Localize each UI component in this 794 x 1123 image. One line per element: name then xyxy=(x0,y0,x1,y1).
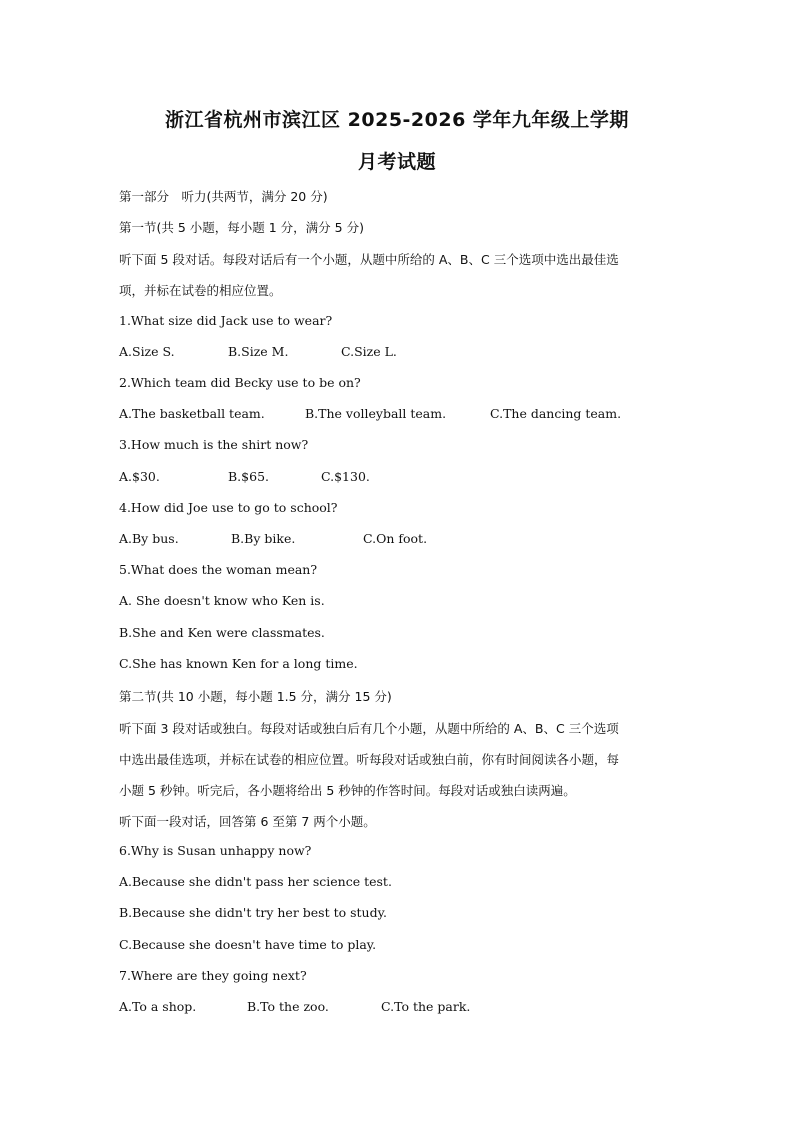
section2-heading: 第二节(共 10 小题，每小题 1.5 分，满分 15 分) xyxy=(119,689,392,704)
section1-heading: 第一节(共 5 小题，每小题 1 分，满分 5 分) xyxy=(119,220,364,235)
question-7-option-c: C.To the park. xyxy=(381,999,471,1014)
question-1-stem: 1.What size did Jack use to wear? xyxy=(119,313,333,328)
question-6-stem: 6.Why is Susan unhappy now? xyxy=(119,843,312,858)
section2-instructions-2: 中选出最佳选项，并标在试卷的相应位置。听每段对话或独白前，你有时间阅读各小题，每 xyxy=(119,752,620,767)
section2-instructions-3: 小题 5 秒钟。听完后，各小题将给出 5 秒钟的作答时间。每段对话或独白读两遍。 xyxy=(119,783,576,798)
question-6-option-c: C.Because she doesn't have time to play. xyxy=(119,937,377,952)
section2-instructions-1: 听下面 3 段对话或独白。每段对话或独白后有几个小题，从题中所给的 A、B、C 三个选项 xyxy=(119,721,619,736)
question-3-option-c: C.$130. xyxy=(321,469,370,484)
question-6-option-b: B.Because she didn't try her best to study. xyxy=(119,905,387,920)
question-5-option-a: A. She doesn't know who Ken is. xyxy=(119,593,325,608)
exam-title-line1: 浙江省杭州市滨江区 2025-2026 学年九年级上学期 xyxy=(165,109,629,131)
question-7-stem: 7.Where are they going next? xyxy=(119,968,307,983)
question-5-stem: 5.What does the woman mean? xyxy=(119,562,318,577)
question-2-option-a: A.The basketball team. xyxy=(119,406,265,421)
question-6-option-a: A.Because she didn't pass her science test. xyxy=(119,874,392,889)
question-7-option-a: A.To a shop. xyxy=(119,999,197,1014)
question-7-option-b: B.To the zoo. xyxy=(247,999,329,1014)
section2-subinstruction: 听下面一段对话，回答第 6 至第 7 两个小题。 xyxy=(119,814,376,829)
question-3-option-a: A.$30. xyxy=(119,469,160,484)
section1-instructions-1: 听下面 5 段对话。每段对话后有一个小题，从题中所给的 A、B、C 三个选项中选出最佳选 xyxy=(119,252,619,267)
question-1-option-a: A.Size S. xyxy=(119,344,175,359)
question-3-option-b: B.$65. xyxy=(228,469,269,484)
question-1-option-b: B.Size M. xyxy=(228,344,289,359)
question-3-stem: 3.How much is the shirt now? xyxy=(119,437,309,452)
question-5-option-b: B.She and Ken were classmates. xyxy=(119,625,325,640)
question-5-option-c: C.She has known Ken for a long time. xyxy=(119,656,358,671)
question-4-option-a: A.By bus. xyxy=(119,531,179,546)
question-4-option-c: C.On foot. xyxy=(363,531,428,546)
question-2-stem: 2.Which team did Becky use to be on? xyxy=(119,375,361,390)
exam-title-line2: 月考试题 xyxy=(357,151,436,173)
part1-heading: 第一部分 听力(共两节，满分 20 分) xyxy=(119,189,328,204)
question-1-option-c: C.Size L. xyxy=(341,344,397,359)
question-2-option-b: B.The volleyball team. xyxy=(305,406,447,421)
question-2-option-c: C.The dancing team. xyxy=(490,406,622,421)
section1-instructions-2: 项，并标在试卷的相应位置。 xyxy=(119,283,282,298)
question-4-stem: 4.How did Joe use to go to school? xyxy=(119,500,338,515)
question-4-option-b: B.By bike. xyxy=(231,531,296,546)
